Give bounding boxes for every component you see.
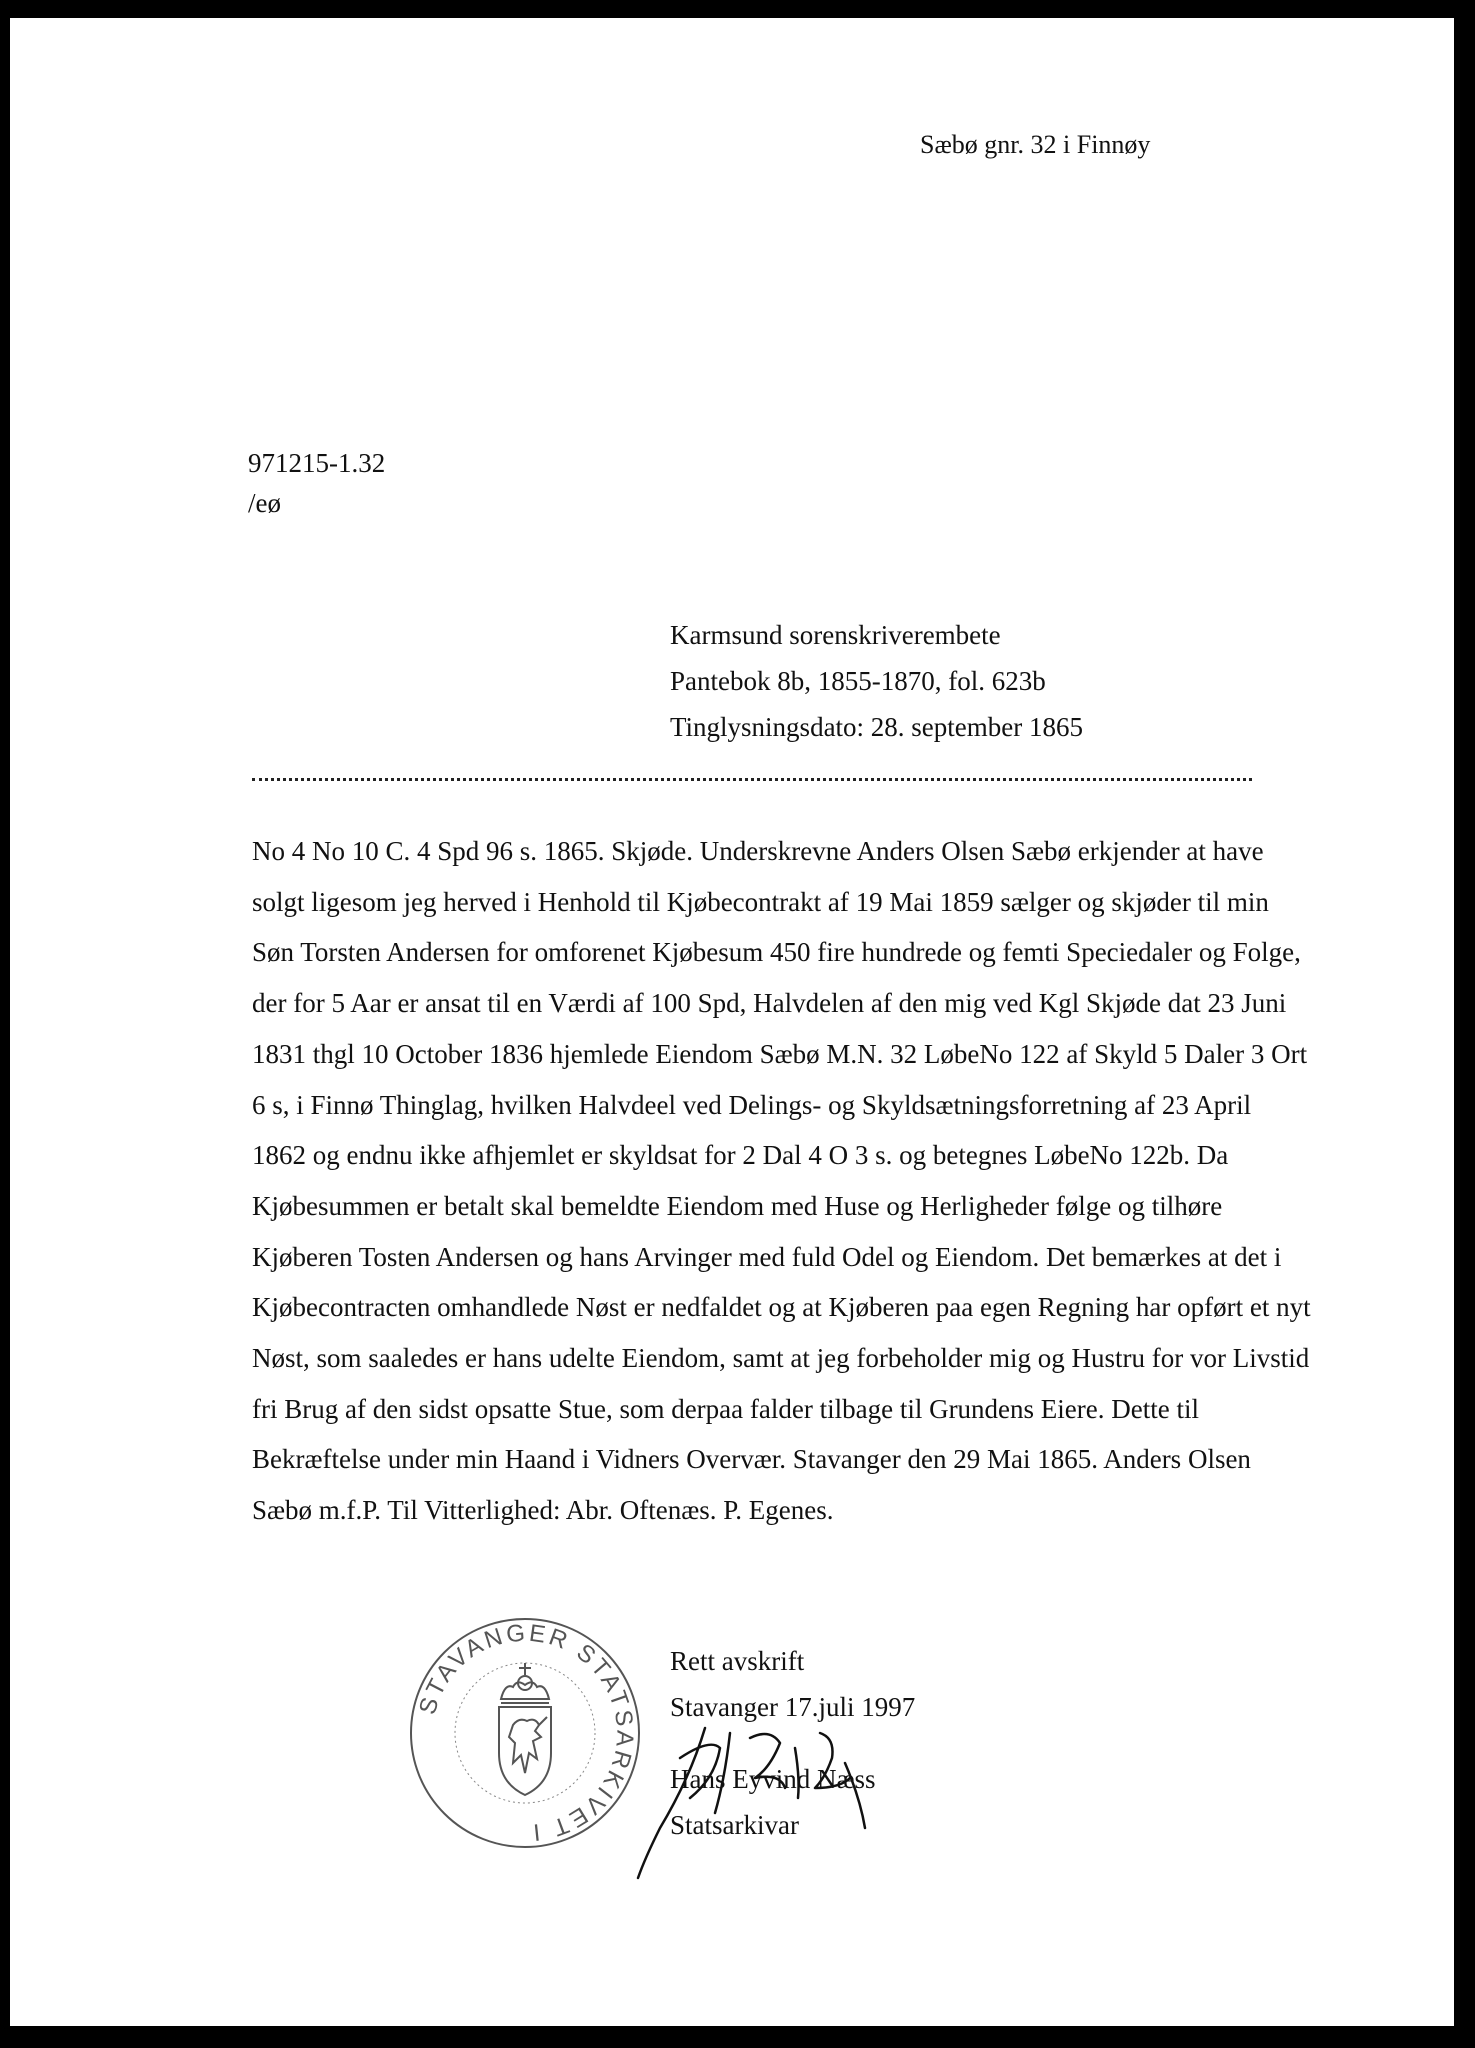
- dotted-separator: [252, 778, 1252, 781]
- body-line: Bekræftelse under min Haand i Vidners Overvær. Stavanger den 29 Mai 1865. Anders Olsen: [252, 1444, 1251, 1475]
- body-line: Nøst, som saaledes er hans udelte Eiendom, samt at jeg forbeholder mig og Hustru for vor Livstid: [252, 1343, 1310, 1374]
- certification-place-date: Stavanger 17.juli 1997: [670, 1692, 916, 1722]
- property-heading: Sæbø gnr. 32 i Finnøy: [920, 130, 1151, 159]
- body-line: Kjøbecontracten omhandlede Nøst er nedfaldet og at Kjøberen paa egen Regning har opført et nyt: [252, 1292, 1311, 1323]
- seal-text: STAVANGER STATSARKIVET I: [414, 1619, 639, 1846]
- certification-label: Rett avskrift: [670, 1646, 805, 1676]
- source-block: [670, 612, 1083, 750]
- handwritten-signature: [620, 1718, 920, 1888]
- body-line: solgt ligesom jeg herved i Henhold til Kjøbecontrakt af 19 Mai 1859 sælger og skjøder til min: [252, 886, 1269, 917]
- archive-seal: [405, 1613, 645, 1853]
- body-line: Sæbø m.f.P. Til Vitterlighed: Abr. Oftenæs. P. Egenes.: [252, 1495, 834, 1526]
- svg-text:STAVANGER STATSARKIVET I: [414, 1619, 638, 1845]
- document-page: [10, 18, 1454, 2026]
- reference-block: [248, 443, 385, 523]
- deed-transcription: [252, 826, 1311, 1536]
- reference-number: 971215-1.32: [248, 448, 386, 478]
- body-line: Kjøberen Tosten Andersen og hans Arvinger med fuld Odel og Eiendom. Det bemærkes at det i: [252, 1241, 1282, 1272]
- source-registration-date: Tinglysningsdato: 28. september 1865: [670, 712, 1084, 742]
- body-line: fri Brug af den sidst opsatte Stue, som derpaa falder tilbage til Grundens Eiere. Dette til: [252, 1393, 1199, 1424]
- body-line: der for 5 Aar er ansat til en Værdi af 100 Spd, Halvdelen af den mig ved Kgl Skjøde dat 23 Juni: [252, 988, 1287, 1019]
- body-line: Søn Torsten Andersen for omforenet Kjøbesum 450 fire hundrede og femti Speciedaler og Folge,: [252, 937, 1301, 968]
- body-line: Kjøbesummen er betalt skal bemeldte Eiendom med Huse og Herligheder følge og tilhøre: [252, 1190, 1223, 1221]
- source-book: Pantebok 8b, 1855-1870, fol. 623b: [670, 666, 1046, 696]
- body-line: 6 s, i Finnø Thinglag, hvilken Halvdeel ved Delings- og Skyldsætningsforretning af 23 April: [252, 1089, 1252, 1120]
- body-line: No 4 No 10 C. 4 Spd 96 s. 1865. Skjøde. Underskrevne Anders Olsen Sæbø erkjender at have: [252, 836, 1264, 866]
- signatory-title: Statsarkivar: [670, 1810, 799, 1840]
- reference-initials: /eø: [248, 488, 281, 518]
- source-office: Karmsund sorenskriverembete: [670, 620, 1001, 650]
- body-line: 1862 og endnu ikke afhjemlet er skyldsat for 2 Dal 4 O 3 s. og betegnes LøbeNo 122b. Da: [252, 1140, 1229, 1171]
- signatory-name: Hans Eyvind Næss: [670, 1764, 876, 1794]
- body-line: 1831 thgl 10 October 1836 hjemlede Eiendom Sæbø M.N. 32 LøbeNo 122 af Skyld 5 Daler 3 Ort: [252, 1038, 1308, 1069]
